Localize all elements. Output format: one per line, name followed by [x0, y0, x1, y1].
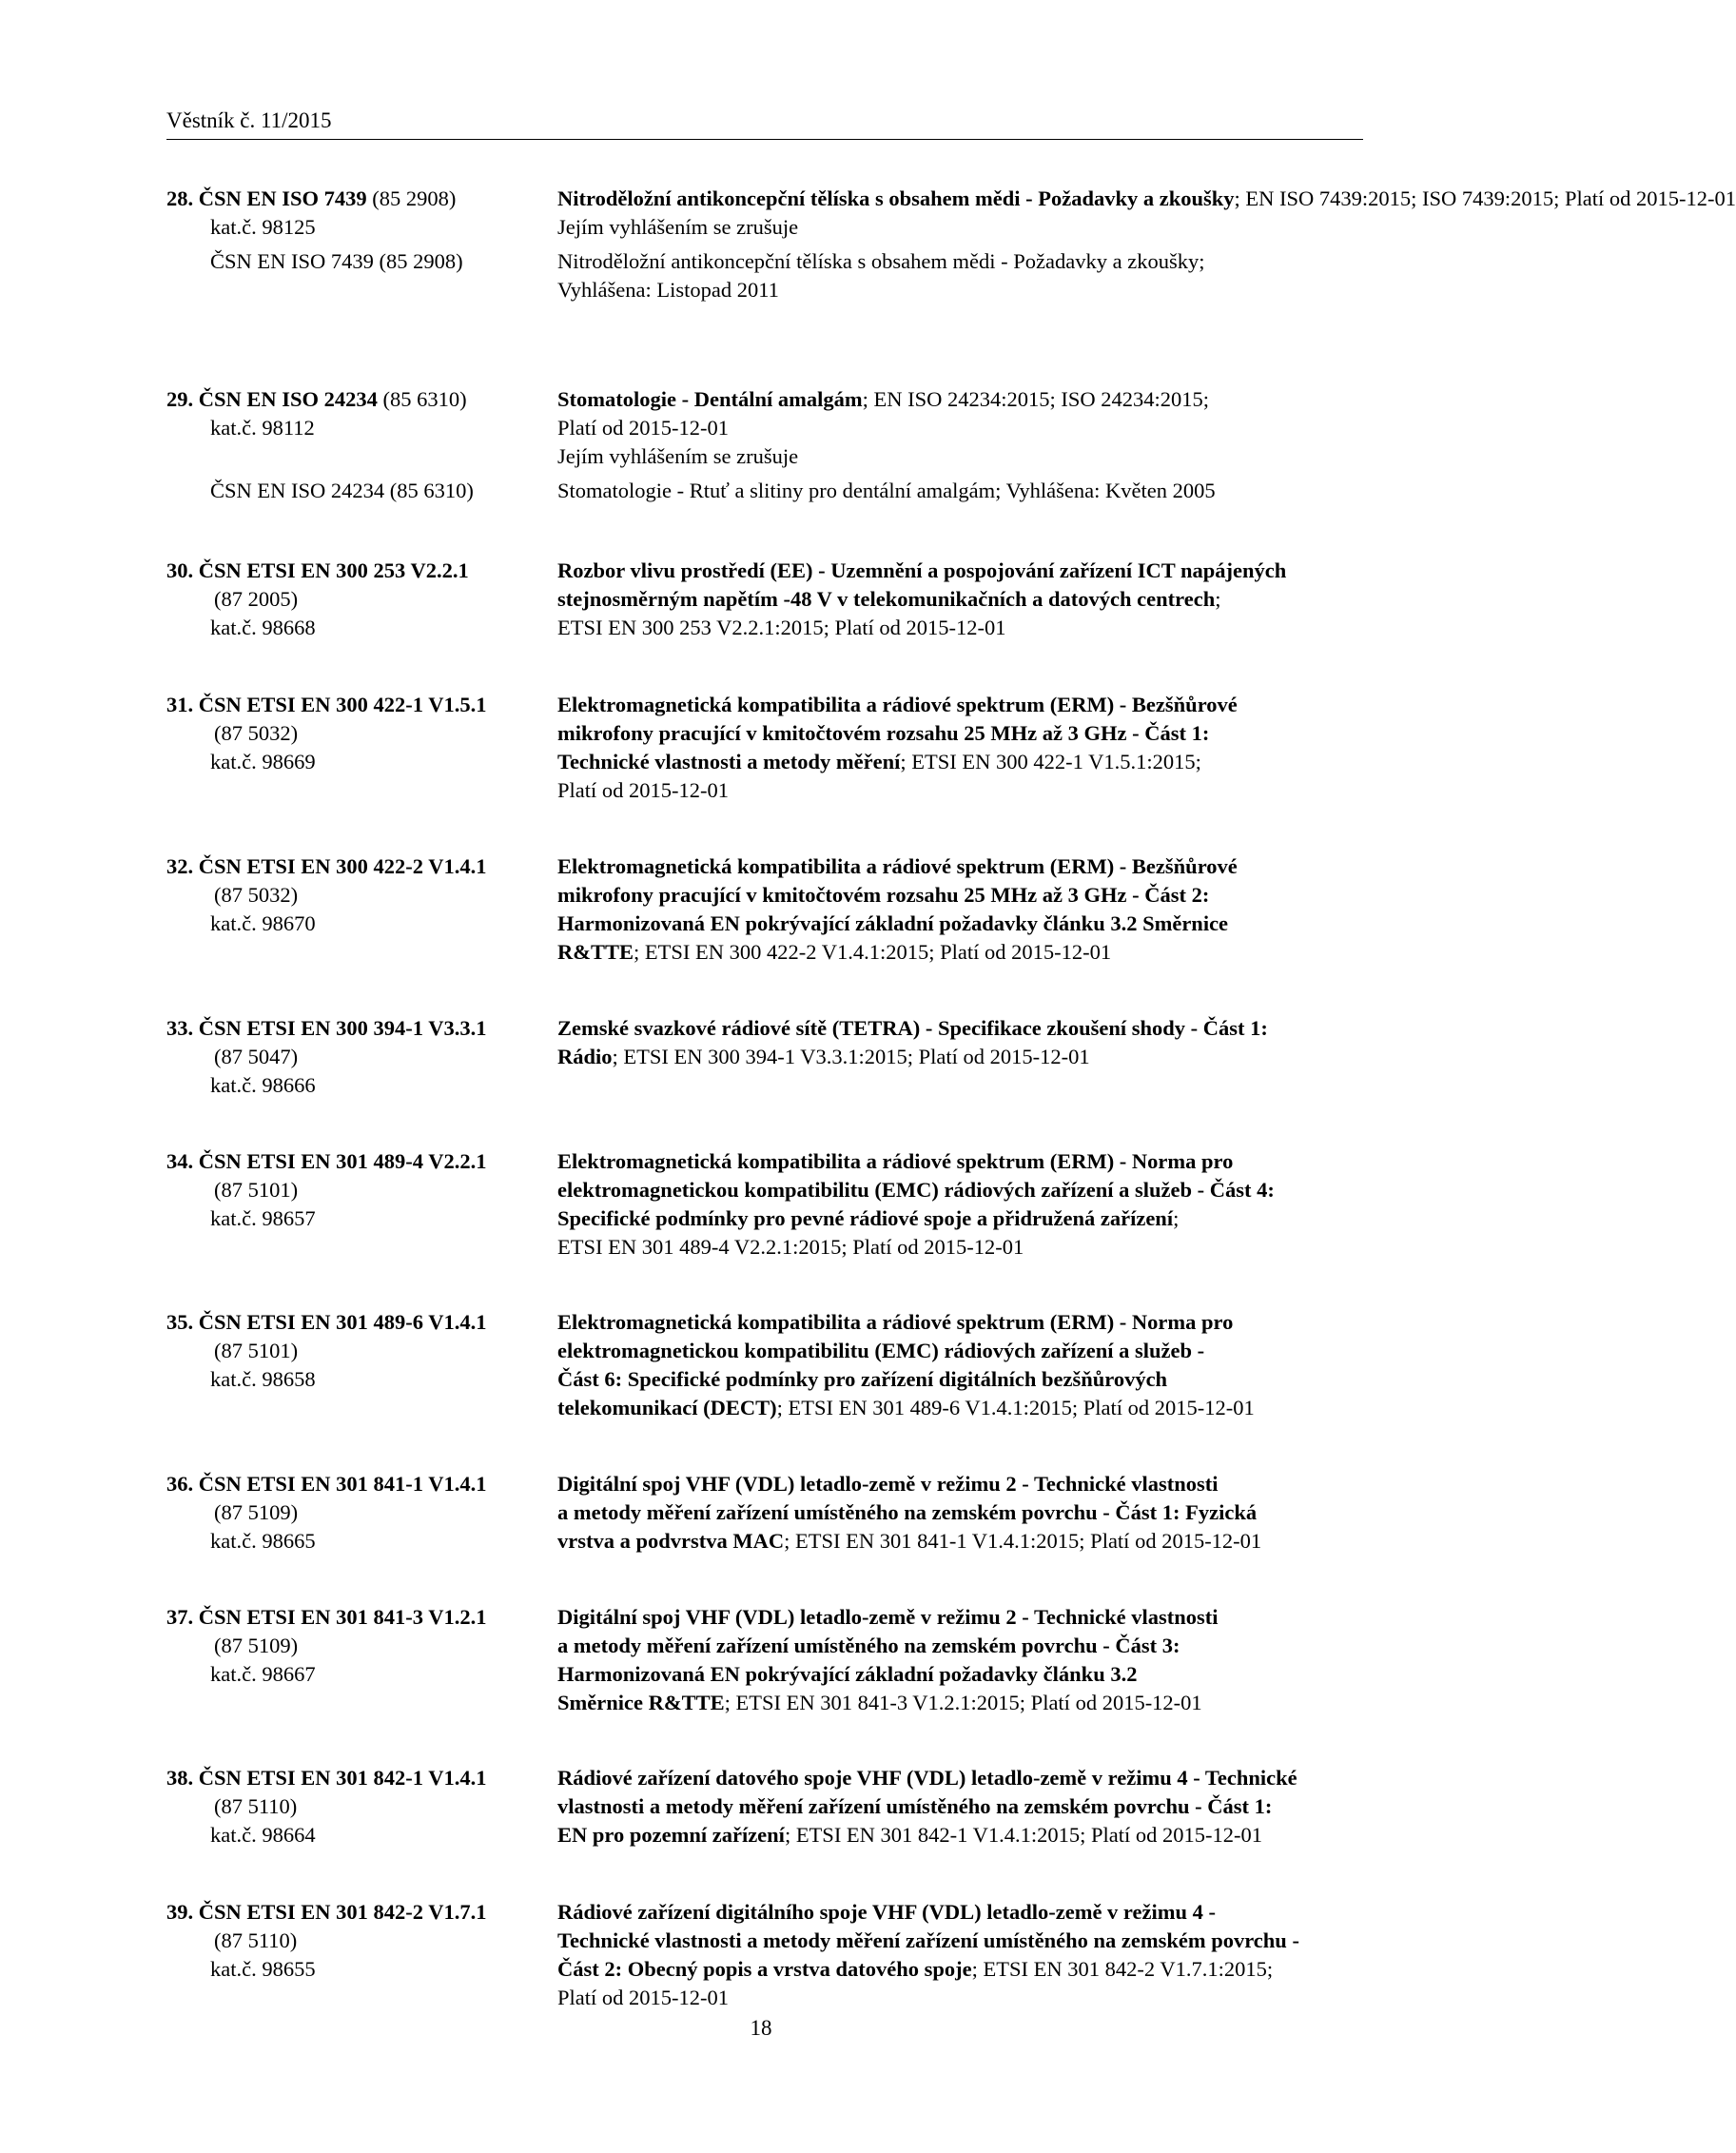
standard-id-column — [166, 1147, 547, 1233]
standard-designation: ČSN ETSI EN 301 841-3 V1.2.1 — [198, 1605, 487, 1629]
entry-number: 39. — [166, 1900, 194, 1924]
standard-description: Digitální spoj VHF (VDL) letadlo-země v režimu 2 - Technické vlastnosti a metody měření zařízení umístěného na zemském povrchu - Část 1: Fyzická vrstva a podvrstva MAC; ETSI EN 301 841-1 V1.4.1:2015; Platí od 2015-12-01 — [557, 1472, 1262, 1553]
standard-entry — [166, 1014, 1365, 1097]
page-header — [166, 103, 1363, 140]
standard-description: Elektromagnetická kompatibilita a rádiové spektrum (ERM) - Norma pro elektromagnetickou kompatibilitu (EMC) rádiových zařízení a služeb - Část 4: Specifické podmínky pro pevné rádiové spoje a přidružená zařízení; ETSI EN 301 489-4 V2.2.1:2015; Platí od 2015-12-01 — [557, 1149, 1275, 1259]
classification-code: (87 5032) — [214, 721, 299, 745]
catalog-number: kat.č. 98665 — [210, 1529, 316, 1553]
catalog-number: kat.č. 98664 — [210, 1823, 316, 1847]
standard-entry — [166, 1470, 1365, 1556]
entry-number: 36. — [166, 1472, 194, 1496]
standard-designation: ČSN EN ISO 24234 — [198, 387, 378, 411]
standard-description: Rádiové zařízení digitálního spoje VHF (VDL) letadlo-země v režimu 4 - Technické vlastnosti a metody měření zařízení umístěného na zemském povrchu - Část 2: Obecný popis a vrstva datového spoje; ETSI EN 301 842-2 V1.7.1:2015; Platí od 2015-12-01 — [557, 1900, 1299, 2009]
standard-id-column — [166, 1764, 547, 1850]
standard-id-column — [166, 1898, 547, 1984]
standard-description: Stomatologie - Dentální amalgám; EN ISO 24234:2015; ISO 24234:2015; Platí od 2015-12-01 Jejím vyhlášením se zrušuje — [557, 385, 1365, 471]
catalog-number: kat.č. 98112 — [210, 416, 315, 440]
classification-code: (87 5109) — [214, 1634, 299, 1657]
standard-entry — [166, 1603, 1365, 1717]
standard-id-column — [166, 557, 547, 642]
standard-designation: ČSN ETSI EN 301 489-4 V2.2.1 — [198, 1149, 487, 1173]
standard-description: Elektromagnetická kompatibilita a rádiové spektrum (ERM) - Bezšňůrové mikrofony pracující v kmitočtovém rozsahu 25 MHz až 3 GHz - Část 2: Harmonizovaná EN pokrývající základní požadavky článku 3.2 Směrnice R&TTE; ETSI EN 300 422-2 V1.4.1:2015; Platí od 2015-12-01 — [557, 854, 1238, 964]
replaced-standard-id: ČSN EN ISO 24234 (85 6310) — [210, 479, 474, 502]
standard-id-column — [166, 1308, 547, 1394]
standard-description: Digitální spoj VHF (VDL) letadlo-země v režimu 2 - Technické vlastnosti a metody měření zařízení umístěného na zemském povrchu - Část 3: Harmonizovaná EN pokrývající základní požadavky článku 3.2 Směrnice R&TTE; ETSI EN 301 841-3 V1.2.1:2015; Platí od 2015-12-01 — [557, 1605, 1219, 1714]
entry-number: 28. — [166, 186, 194, 210]
standard-description: Nitroděložní antikoncepční tělíska s obsahem mědi - Požadavky a zkoušky; EN ISO 7439:2015; ISO 7439:2015; Platí od 2015-12-01 Jejím vyhlášením se zrušuje — [557, 185, 1365, 242]
classification-code: (87 5047) — [214, 1045, 299, 1068]
standard-designation: ČSN EN ISO 7439 — [198, 186, 367, 210]
standard-description: Rozbor vlivu prostředí (EE) - Uzemnění a pospojování zařízení ICT napájených stejnosměrným napětím -48 V v telekomunikačních a datových centrech; ETSI EN 300 253 V2.2.1:2015; Platí od 2015-12-01 — [557, 558, 1287, 639]
classification-code: (87 5110) — [214, 1794, 298, 1818]
catalog-number: kat.č. 98670 — [210, 911, 316, 935]
standard-designation: ČSN ETSI EN 300 422-1 V1.5.1 — [198, 693, 487, 716]
replaced-standard — [166, 477, 1365, 505]
entry-number: 37. — [166, 1605, 194, 1629]
classification-code: (85 6310) — [382, 387, 467, 411]
catalog-number: kat.č. 98125 — [210, 215, 316, 239]
entry-number: 31. — [166, 693, 194, 716]
standard-id-column — [166, 1470, 547, 1556]
standard-id-column — [166, 385, 547, 442]
entry-number: 29. — [166, 387, 194, 411]
catalog-number: kat.č. 98667 — [210, 1662, 316, 1686]
classification-code: (87 5101) — [214, 1178, 299, 1202]
standard-designation: ČSN ETSI EN 301 489-6 V1.4.1 — [198, 1310, 487, 1334]
entry-number: 32. — [166, 854, 194, 878]
standard-id-column — [166, 852, 547, 938]
catalog-number: kat.č. 98666 — [210, 1073, 316, 1097]
repeal-note: Jejím vyhlášením se zrušuje — [557, 215, 799, 239]
standard-designation: ČSN ETSI EN 300 253 V2.2.1 — [198, 558, 469, 582]
standard-description: Elektromagnetická kompatibilita a rádiové spektrum (ERM) - Bezšňůrové mikrofony pracující v kmitočtovém rozsahu 25 MHz až 3 GHz - Část 1: Technické vlastnosti a metody měření; ETSI EN 300 422-1 V1.5.1:2015; Platí od 2015-12-01 — [557, 693, 1238, 802]
entry-number: 35. — [166, 1310, 194, 1334]
standard-entry — [166, 185, 1736, 304]
standard-entry — [166, 1147, 1365, 1262]
standard-designation: ČSN ETSI EN 300 394-1 V3.3.1 — [198, 1016, 487, 1040]
standard-entry — [166, 852, 1365, 967]
standard-entry — [166, 691, 1365, 805]
standard-description: Zemské svazkové rádiové sítě (TETRA) - Specifikace zkoušení shody - Část 1: Rádio; ETSI EN 300 394-1 V3.3.1:2015; Platí od 2015-12-01 — [557, 1016, 1268, 1068]
standard-entry — [166, 1764, 1365, 1850]
classification-code: (87 2005) — [214, 587, 299, 611]
standard-entry — [166, 385, 1365, 505]
catalog-number: kat.č. 98657 — [210, 1206, 316, 1230]
standard-id-column — [166, 1603, 547, 1689]
catalog-number: kat.č. 98668 — [210, 616, 316, 639]
entry-number: 34. — [166, 1149, 194, 1173]
catalog-number: kat.č. 98669 — [210, 750, 316, 773]
standard-description: Elektromagnetická kompatibilita a rádiové spektrum (ERM) - Norma pro elektromagnetickou kompatibilitu (EMC) rádiových zařízení a služeb - Část 6: Specifické podmínky pro zařízení digitálních bezšňůrových telekomunikací (DECT); ETSI EN 301 489-6 V1.4.1:2015; Platí od 2015-12-01 — [557, 1310, 1255, 1419]
classification-code: (85 2908) — [372, 186, 457, 210]
catalog-number: kat.č. 98655 — [210, 1957, 316, 1981]
bulletin-title: Věstník č. 11/2015 — [166, 108, 332, 132]
standard-title: Nitroděložní antikoncepční tělíska s obsahem mědi - Požadavky a zkoušky — [557, 186, 1235, 210]
entry-number: 33. — [166, 1016, 194, 1040]
standard-entry — [166, 1308, 1365, 1422]
classification-code: (87 5101) — [214, 1339, 299, 1362]
replaced-standard-title: Stomatologie - Rtuť a slitiny pro dentální amalgám; Vyhlášena: Květen 2005 — [557, 479, 1216, 502]
standard-designation: ČSN ETSI EN 300 422-2 V1.4.1 — [198, 854, 487, 878]
standard-id-column — [166, 691, 547, 776]
replaced-standard-title: Nitroděložní antikoncepční tělíska s obsahem mědi - Požadavky a zkoušky; — [557, 249, 1205, 273]
repeal-note: Jejím vyhlášením se zrušuje — [557, 444, 799, 468]
classification-code: (87 5032) — [214, 883, 299, 907]
page-number: 18 — [750, 2016, 772, 2040]
standard-designation: ČSN ETSI EN 301 842-2 V1.7.1 — [198, 1900, 487, 1924]
replaced-standard-id: ČSN EN ISO 7439 (85 2908) — [210, 249, 463, 273]
replaced-standard — [166, 247, 1365, 304]
entry-number: 30. — [166, 558, 194, 582]
standard-id-column — [166, 185, 547, 242]
standard-id-column — [166, 1014, 547, 1100]
standard-description: Rádiové zařízení datového spoje VHF (VDL) letadlo-země v režimu 4 - Technické vlastnosti a metody měření zařízení umístěného na zemském povrchu - Část 1: EN pro pozemní zařízení; ETSI EN 301 842-1 V1.4.1:2015; Platí od 2015-12-01 — [557, 1766, 1297, 1847]
standard-title: Stomatologie - Dentální amalgám — [557, 387, 863, 411]
classification-code: (87 5109) — [214, 1500, 299, 1524]
replaced-standard-date: Vyhlášena: Listopad 2011 — [557, 278, 779, 302]
standard-designation: ČSN ETSI EN 301 842-1 V1.4.1 — [198, 1766, 487, 1790]
catalog-number: kat.č. 98658 — [210, 1367, 316, 1391]
entry-number: 38. — [166, 1766, 194, 1790]
standard-entry — [166, 557, 1365, 642]
standard-designation: ČSN ETSI EN 301 841-1 V1.4.1 — [198, 1472, 487, 1496]
standard-entry — [166, 1898, 1365, 2012]
classification-code: (87 5110) — [214, 1928, 298, 1952]
